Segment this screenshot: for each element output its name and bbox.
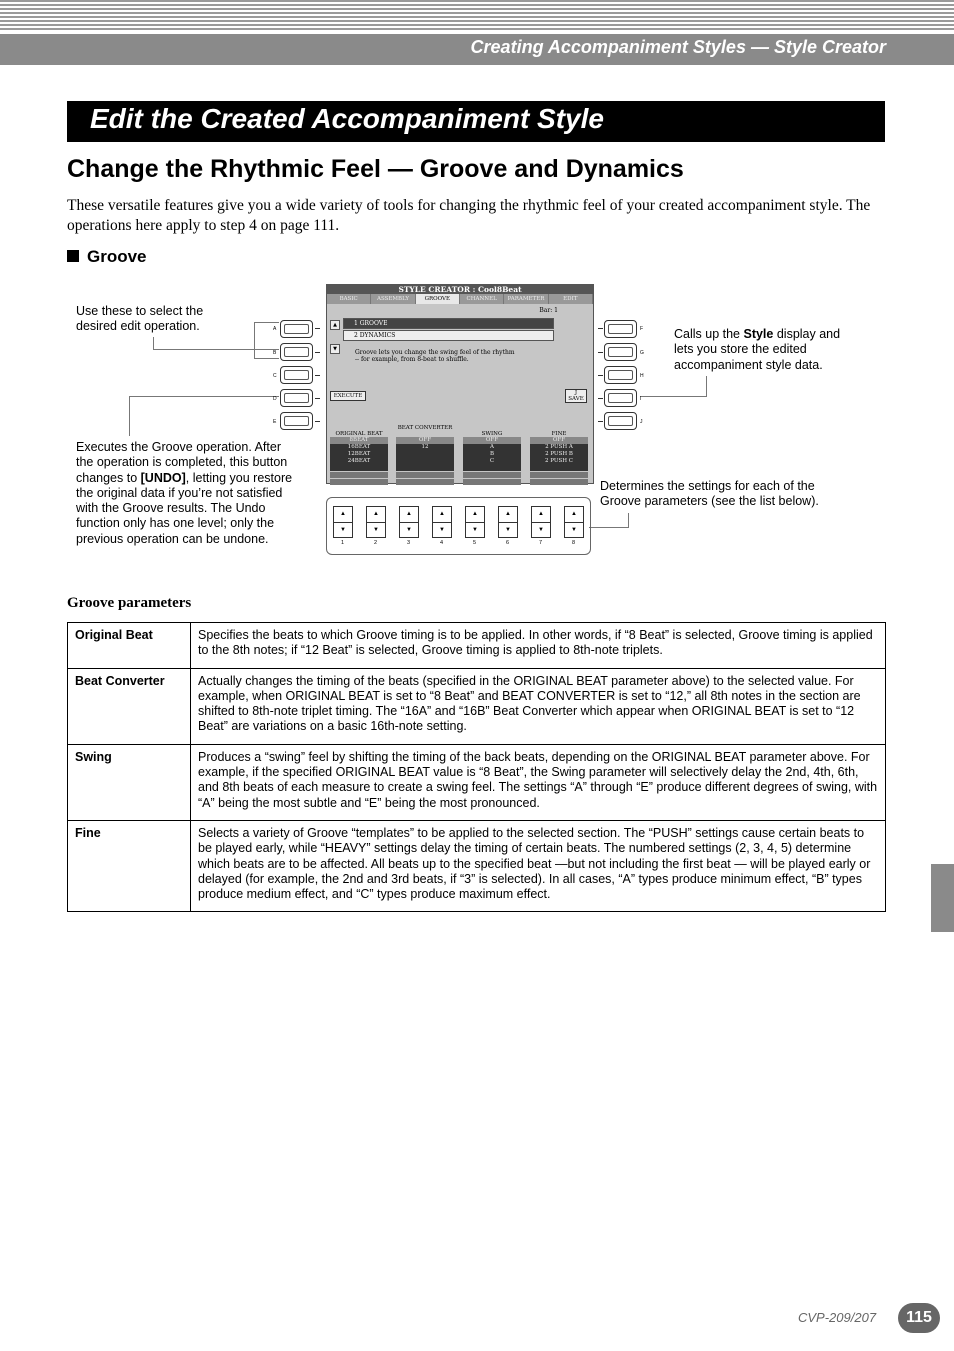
save-button[interactable]: J SAVE xyxy=(565,389,587,403)
leader-line xyxy=(153,349,279,350)
number-button-7[interactable]: ▲ ▼ xyxy=(531,506,551,538)
column-fine: FINE OFF 2 PUSH A 2 PUSH B 2 PUSH C xyxy=(530,425,588,485)
leader-line xyxy=(129,396,279,397)
up-arrow-icon[interactable] xyxy=(396,472,454,478)
table-row xyxy=(68,744,886,820)
button-label-a: A xyxy=(273,326,277,332)
params-heading: Groove parameters xyxy=(67,595,192,611)
tab-edit[interactable]: EDIT xyxy=(549,294,593,304)
page-number: 115 xyxy=(898,1303,940,1333)
leader-line xyxy=(254,322,279,323)
button-label-h: H xyxy=(640,373,644,379)
number-button-6[interactable]: ▲ ▼ xyxy=(498,506,518,538)
param-name: Swing xyxy=(68,744,191,820)
dash xyxy=(598,352,603,353)
button-label-j: J xyxy=(640,419,643,425)
button-d[interactable] xyxy=(280,389,313,407)
edit-menu xyxy=(343,318,554,342)
dash xyxy=(598,328,603,329)
leader-line xyxy=(129,396,130,436)
param-name: Original Beat xyxy=(68,623,191,669)
leader-line xyxy=(640,396,707,397)
dash xyxy=(315,421,320,422)
number-label: 1 xyxy=(341,540,345,546)
tab-parameter[interactable]: PARAMETER xyxy=(504,294,548,304)
number-label: 8 xyxy=(572,540,576,546)
number-button-2[interactable]: ▲ ▼ xyxy=(366,506,386,538)
column-beat-converter: BEAT CONVERTER OFF 12 xyxy=(396,425,454,485)
param-desc: Selects a variety of Groove “templates” to be applied to the selected section. The “PUSH” settings cause certain beats to be played early, while “HEAVY” settings delay the timing of certain beats. The numbered settings (2, 3, 4, 5) determine which beats are to be affected. All beats up to the specified beat —but not including the first beat — will be played early or delayed (for example, the 2nd and 3rd beats, if “3” is selected). In all cases, “A” types produce minimum effect, “B” types produce medium effect, and “C” types produce maximum effect. xyxy=(191,820,886,911)
leader-line xyxy=(254,358,279,359)
down-arrow-icon[interactable] xyxy=(330,479,388,485)
dash xyxy=(315,328,320,329)
header-stripes xyxy=(0,0,954,36)
up-arrow-icon[interactable] xyxy=(330,472,388,478)
number-label: 2 xyxy=(374,540,378,546)
running-header: Creating Accompaniment Styles — Style Creator xyxy=(470,37,886,57)
param-desc: Actually changes the timing of the beats (specified in the ORIGINAL BEAT parameter above) to the selected value. For example, when ORIGINAL BEAT is set to “8 Beat” and BEAT CONVERTER is set to “12,” all 8th notes in the section are shifted to 8th-note triplet timing. The “16A” and “16B” Beat Converter which appear when ORIGINAL BEAT is set to “12 Beat” are variations on a basic 16th-note setting. xyxy=(191,668,886,744)
down-arrow-icon[interactable] xyxy=(396,479,454,485)
leader-line xyxy=(628,513,629,527)
button-c[interactable] xyxy=(280,366,313,384)
menu-item-groove[interactable]: 1 GROOVE xyxy=(343,318,554,329)
leader-line xyxy=(706,376,707,396)
button-label-i: I xyxy=(640,396,642,402)
dash xyxy=(598,375,603,376)
button-b[interactable] xyxy=(280,343,313,361)
section-heading: Change the Rhythmic Feel — Groove and Dynamics xyxy=(67,155,684,183)
column-swing: SWING OFF A B C xyxy=(463,425,521,485)
table-row xyxy=(68,668,886,744)
up-arrow-icon[interactable] xyxy=(463,472,521,478)
display-description: Groove lets you change the swing feel of the rhythm -- for example, from 8-beat to shuffle. xyxy=(355,349,515,363)
param-name: Beat Converter xyxy=(68,668,191,744)
lcd-display xyxy=(326,284,594,484)
number-label: 3 xyxy=(407,540,411,546)
down-arrow-icon[interactable] xyxy=(530,479,588,485)
page-title: Edit the Created Accompaniment Style xyxy=(67,101,885,142)
chapter-tab xyxy=(931,864,954,932)
table-row xyxy=(68,623,886,669)
button-j[interactable] xyxy=(604,412,637,430)
button-label-g: G xyxy=(640,350,644,356)
number-label: 6 xyxy=(506,540,510,546)
menu-item-dynamics[interactable]: 2 DYNAMICS xyxy=(343,330,554,341)
tab-channel[interactable]: CHANNEL xyxy=(460,294,504,304)
tab-groove[interactable]: GROOVE xyxy=(416,294,460,304)
number-button-4[interactable]: ▲ ▼ xyxy=(432,506,452,538)
number-button-3[interactable]: ▲ ▼ xyxy=(399,506,419,538)
leader-line xyxy=(254,322,255,358)
tab-assembly[interactable]: ASSEMBLY xyxy=(371,294,415,304)
leader-line xyxy=(153,337,154,349)
button-f[interactable] xyxy=(604,320,637,338)
subheading-label: Groove xyxy=(87,247,147,266)
dash xyxy=(315,398,320,399)
button-label-e: E xyxy=(273,419,277,425)
groove-parameters-table xyxy=(67,622,886,912)
display-tabs xyxy=(327,294,593,304)
number-button-1[interactable]: ▲ ▼ xyxy=(333,506,353,538)
callout-determines: Determines the settings for each of the Groove parameters (see the list below). xyxy=(600,479,819,509)
number-button-8[interactable]: ▲ ▼ xyxy=(564,506,584,538)
button-a[interactable] xyxy=(280,320,313,338)
execute-button[interactable]: EXECUTE xyxy=(330,391,366,401)
display-title: STYLE CREATOR : Cool8Beat xyxy=(327,285,593,294)
param-name: Fine xyxy=(68,820,191,911)
number-label: 4 xyxy=(440,540,444,546)
button-label-d: D xyxy=(273,396,277,402)
number-button-panel xyxy=(326,497,591,555)
button-i[interactable] xyxy=(604,389,637,407)
param-desc: Specifies the beats to which Groove timing is to be applied. In other words, if “8 Beat” is selected, Groove timing is applied to the 8th notes; if “12 Beat” is selected, Groove timing is applied to 8th-note triplets. xyxy=(191,623,886,669)
down-arrow-icon[interactable] xyxy=(463,479,521,485)
callout-select-edit: Use these to select the desired edit operation. xyxy=(76,304,204,334)
table-row xyxy=(68,820,886,911)
subheading-groove xyxy=(67,247,147,267)
up-arrow-icon[interactable] xyxy=(530,472,588,478)
scroll-down-icon[interactable]: ▼ xyxy=(330,344,340,354)
button-label-f: F xyxy=(640,326,644,332)
number-label: 5 xyxy=(473,540,477,546)
button-e[interactable] xyxy=(280,412,313,430)
bar-indicator: Bar: 1 xyxy=(539,307,558,314)
intro-paragraph: These versatile features give you a wide variety of tools for changing the rhythmic feel of your created accompaniment style. The operations here apply to step 4 on page 111. xyxy=(67,197,871,234)
dash xyxy=(598,421,603,422)
button-h[interactable] xyxy=(604,366,637,384)
callout-save: Calls up the Style display and lets you store the edited accompaniment style data. xyxy=(674,327,841,372)
button-g[interactable] xyxy=(604,343,637,361)
dash xyxy=(315,352,320,353)
button-label-b: B xyxy=(273,350,277,356)
number-button-5[interactable]: ▲ ▼ xyxy=(465,506,485,538)
callout-execute: Executes the Groove operation. After the operation is completed, this button changes to [UNDO], letting you restore the original data if you’re not satisfied with the Groove results. The Undo function only has one level; only the previous operation can be undone. xyxy=(76,440,293,546)
number-label: 7 xyxy=(539,540,543,546)
scroll-up-icon[interactable]: ▲ xyxy=(330,320,340,330)
param-desc: Produces a “swing” feel by shifting the timing of the back beats, depending on the ORIGINAL BEAT parameter above. For example, if the specified ORIGINAL BEAT value is “8 Beat”, the Swing parameter will selectively delay the 2nd, 4th, 6th, and 8th beats of each measure to create a swing feel. The settings “A” through “E” produce different degrees of swing, with “A” being the most subtle and “E” being the most pronounced. xyxy=(191,744,886,820)
dash xyxy=(315,375,320,376)
model-name: CVP-209/207 xyxy=(798,1310,877,1325)
square-bullet-icon xyxy=(67,250,79,262)
dash xyxy=(598,398,603,399)
leader-line xyxy=(589,527,629,528)
button-label-c: C xyxy=(273,373,277,379)
tab-basic[interactable]: BASIC xyxy=(327,294,371,304)
column-original-beat: ORIGINAL BEAT 8BEAT 16BEAT 12BEAT 24BEAT xyxy=(330,425,388,485)
